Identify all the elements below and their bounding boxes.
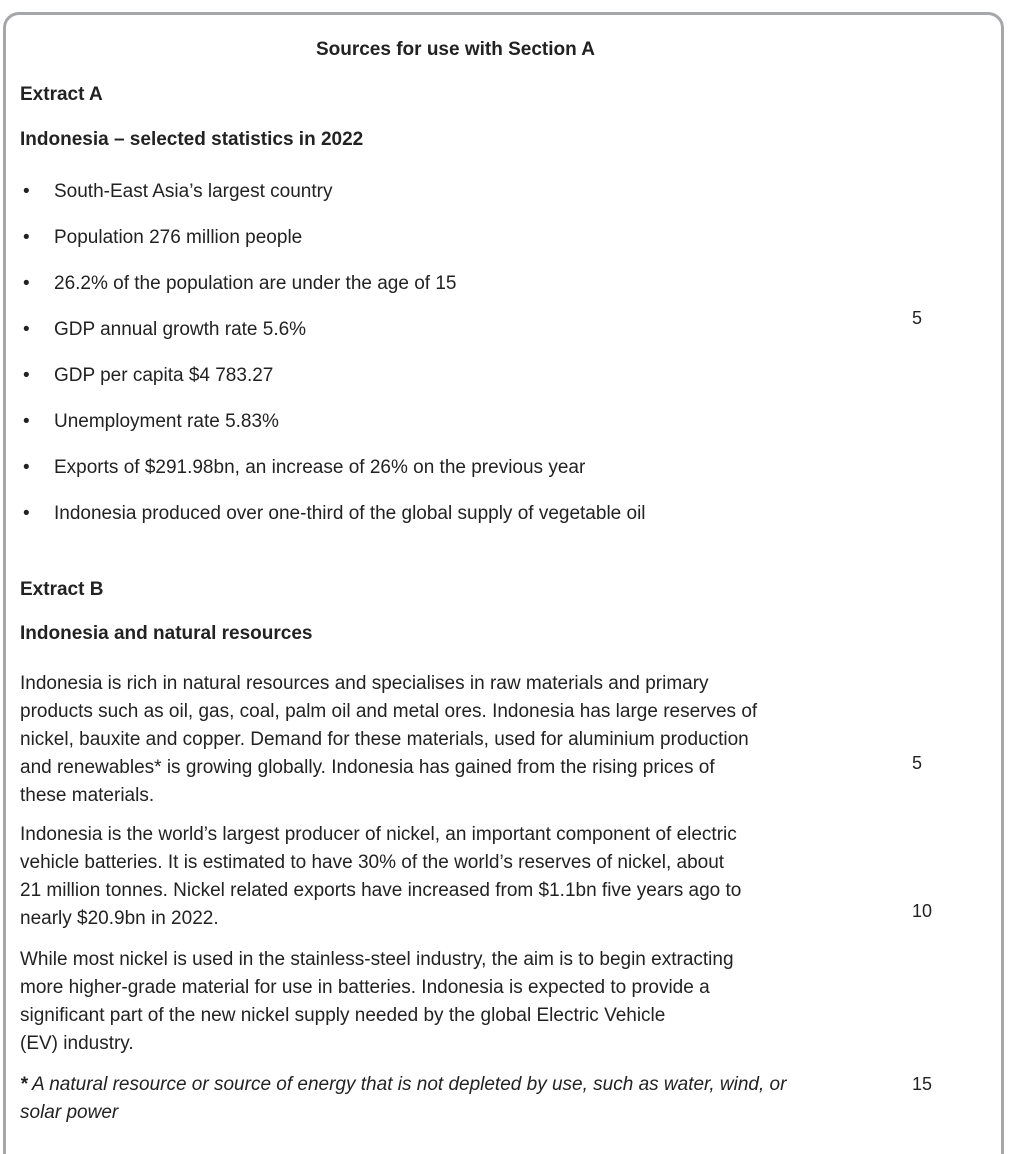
- extract-b-heading: Extract B: [20, 579, 104, 600]
- bullet-item: [20, 224, 891, 252]
- line-number: 10: [912, 901, 933, 921]
- paragraph-line: vehicle batteries. It is estimated to have 30% of the world’s reserves of nickel, about: [20, 852, 725, 873]
- source-content: [6, 15, 1001, 1127]
- bullet-item: [20, 178, 891, 206]
- paragraph: [20, 946, 891, 1058]
- paragraph-line: these materials.: [20, 785, 155, 806]
- footnote-asterisk: *: [20, 1074, 28, 1095]
- paragraph-line: Indonesia is the world’s largest producer of nickel, an important component of electric: [20, 824, 737, 845]
- paragraph-line: products such as oil, gas, coal, palm oil and metal ores. Indonesia has large reserves of: [20, 701, 758, 722]
- footnote-text: A natural resource or source of energy that is not depleted by use, such as water, wind, or: [31, 1074, 787, 1095]
- bullet-item: [20, 408, 891, 436]
- bullet-icon: •: [23, 503, 30, 524]
- bullet-text: GDP per capita $4 783.27: [54, 365, 274, 386]
- extract-a-bullet-list: [20, 178, 891, 528]
- paragraph-line: nickel, bauxite and copper. Demand for these materials, used for aluminium production: [20, 729, 749, 750]
- extract-b-subheading: Indonesia and natural resources: [20, 623, 313, 644]
- bullet-text: Indonesia produced over one-third of the global supply of vegetable oil: [54, 503, 646, 524]
- footnote-line: [20, 1071, 891, 1099]
- footnote-line: solar power: [20, 1102, 119, 1123]
- paragraph: [20, 670, 891, 810]
- extract-a-heading: Extract A: [20, 84, 103, 105]
- bullet-icon: •: [23, 457, 30, 478]
- line-number: 5: [912, 753, 923, 773]
- bullet-icon: •: [23, 411, 30, 432]
- bullet-item: [20, 454, 891, 482]
- bullet-text: GDP annual growth rate 5.6%: [54, 319, 307, 340]
- bullet-icon: •: [23, 273, 30, 294]
- bullet-icon: •: [23, 227, 30, 248]
- bullet-text: South-East Asia’s largest country: [54, 181, 333, 202]
- bullet-item: [20, 362, 891, 390]
- page-title: Sources for use with Section A: [315, 39, 596, 60]
- paragraph-line: more higher-grade material for use in batteries. Indonesia is expected to provide a: [20, 977, 710, 998]
- bullet-text: Unemployment rate 5.83%: [54, 411, 279, 432]
- bullet-item: [20, 500, 891, 528]
- bullet-item: [20, 316, 891, 344]
- bullet-text: 26.2% of the population are under the age of 15: [54, 273, 457, 294]
- paragraph-line: significant part of the new nickel supply needed by the global Electric Vehicle: [20, 1005, 666, 1026]
- bullet-item: [20, 270, 891, 298]
- bullet-icon: •: [23, 319, 30, 340]
- line-number: 15: [912, 1074, 933, 1094]
- footnote: [20, 1071, 891, 1127]
- bullet-text: Population 276 million people: [54, 227, 303, 248]
- bullet-icon: •: [23, 365, 30, 386]
- paragraph-line: 21 million tonnes. Nickel related exports have increased from $1.1bn five years ago to: [20, 880, 742, 901]
- paragraph-line: nearly $20.9bn in 2022.: [20, 908, 219, 929]
- bullet-icon: •: [23, 181, 30, 202]
- paragraph-line: Indonesia is rich in natural resources and specialises in raw materials and primary: [20, 673, 709, 694]
- bullet-text: Exports of $291.98bn, an increase of 26% on the previous year: [54, 457, 586, 478]
- paragraph-line: and renewables* is growing globally. Indonesia has gained from the rising prices of: [20, 757, 715, 778]
- paragraph: [20, 821, 891, 933]
- paragraph-line: While most nickel is used in the stainless-steel industry, the aim is to begin extracting: [20, 949, 734, 970]
- source-box: [3, 12, 1004, 1154]
- paragraph-line: (EV) industry.: [20, 1033, 134, 1054]
- extract-a-subheading: Indonesia – selected statistics in 2022: [20, 129, 364, 150]
- line-number: 5: [912, 308, 923, 328]
